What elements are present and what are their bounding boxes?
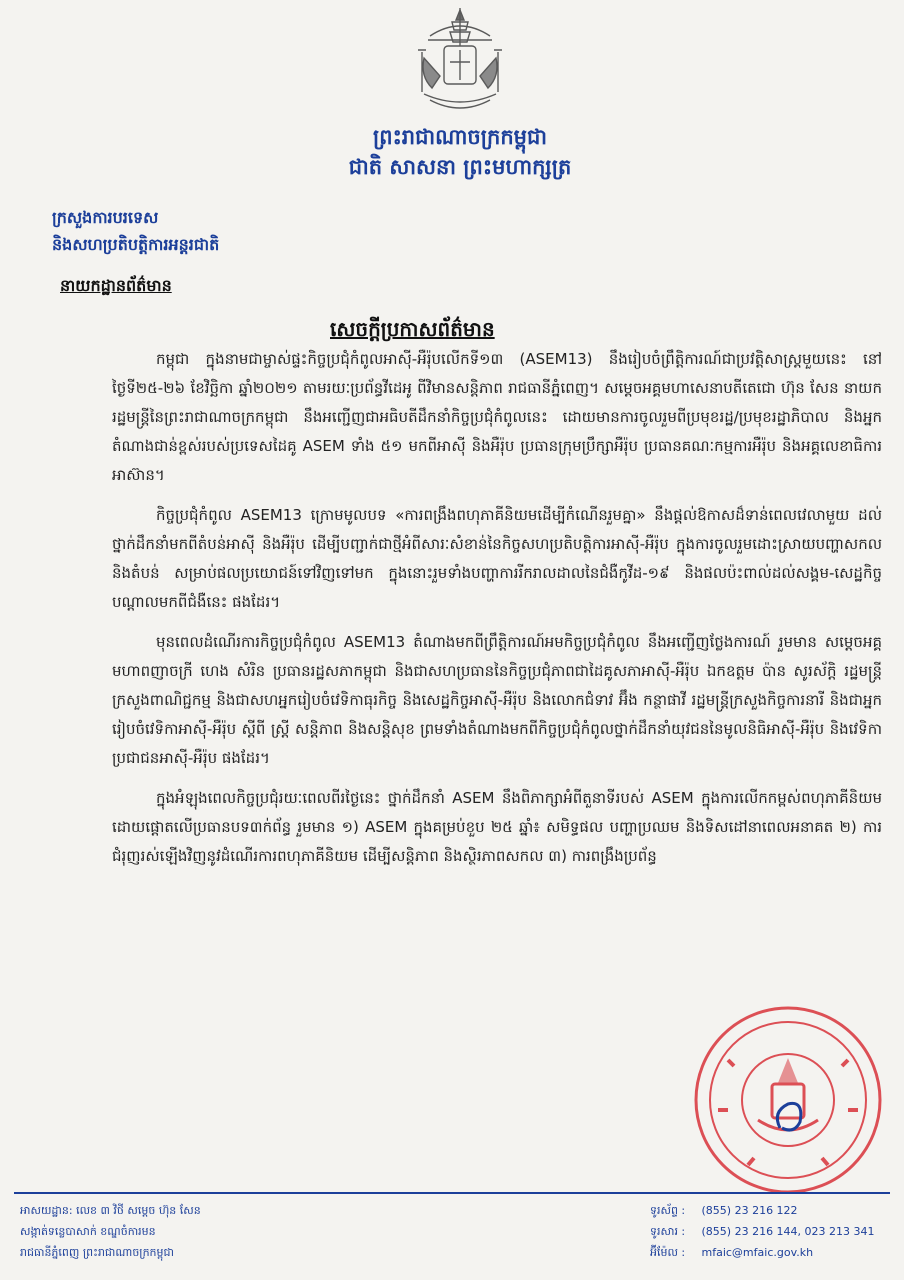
kingdom-heading <box>300 122 620 182</box>
address-line: សង្កាត់ទន្លេបាសាក់ ខណ្ឌចំការមន <box>20 1225 156 1238</box>
body-paragraph: កិច្ចប្រជុំកំពូល ASEM13 ក្រោមមូលបទ «ការពង្រឹងពហុភាគីនិយមដើម្បីកំណើនរួមគ្នា» នឹងផ្តល់ឱកាសដ៏ទាន់ពេលវេលាមួយ ដល់ថ្នាក់ដឹកនាំមកពីតំបន់អាស៊ី និងអឺរ៉ុប ដើម្បីបញ្ជាក់ជាថ្មីអំពីសារៈសំខាន់នៃកិច្ចសហប្រតិបត្តិការអាស៊ី-អឺរ៉ុប ក្នុងការចូលរួមដោះស្រាយបញ្ហាសកល និងតំបន់ សម្រាប់ផលប្រយោជន៍ទៅវិញទៅមក ក្នុងនោះរួមទាំងបញ្ហាការរីករាលដាលនៃជំងឺកូវីដ-១៩ និងផលប៉ះពាល់ដល់សង្គម-សេដ្ឋកិច្ចបណ្តាលមកពីជំងឺនេះ ផងដែរ។ <box>112 506 882 611</box>
phone-row <box>650 1200 875 1221</box>
address-line: រាជធានីភ្នំពេញ ព្រះរាជាណាចក្រកម្ពុជា <box>20 1246 174 1259</box>
footer-contacts <box>650 1200 875 1263</box>
email-label: អ៊ីម៉ែល : <box>650 1246 686 1259</box>
footer-address <box>20 1200 201 1263</box>
fax-value: (855) 23 216 144, 023 213 341 <box>701 1225 875 1238</box>
fax-label: ទូរសារ : <box>650 1225 686 1238</box>
body-paragraph: ក្នុងអំឡុងពេលកិច្ចប្រជុំរយៈពេលពីរថ្ងៃនេះ ថ្នាក់ដឹកនាំ ASEM នឹងពិភាក្សាអំពីតួនាទីរបស់ ASEM ក្នុងការលើកកម្ពស់ពហុភាគីនិយម ដោយផ្តោតលើប្រធានបទ៣ក់ព័ន្ធ រួមមាន ១) ASEM ក្នុងគម្រប់ខួប ២៥ ឆ្នាំ៖ សមិទ្ធផល បញ្ហាប្រឈម និងទិសដៅនាពេលអនាគត ២) ការជំរុញរស់ឡើងវិញនូវដំណើរការពហុភាគីនិយម ដើម្បីសន្តិភាព និងស្ថិរភាពសកល ៣) ការពង្រឹងប្រព័ន្ធ <box>112 789 883 865</box>
ministry-line-1: ក្រសួងការបរទេស <box>52 208 159 227</box>
email-link[interactable]: mfaic@mfaic.gov.kh <box>701 1246 814 1259</box>
fax-row <box>650 1221 875 1242</box>
royal-emblem-icon <box>410 6 510 118</box>
body-paragraph: មុនពេលដំណើរការកិច្ចប្រជុំកំពូល ASEM13 តំណាងមកពីព្រឹត្តិការណ៍អមកិច្ចប្រជុំកំពូល នឹងអញ្ជើញថ្លែងការណ៍ រួមមាន សម្តេចអគ្គមហាពញាចក្រី ហេង សំរិន ប្រធានរដ្ឋសភាកម្ពុជា និងជាសហប្រធាននៃកិច្ចប្រជុំភាពជាដៃគូសភាអាស៊ី-អឺរ៉ុប ឯកឧត្តម ប៉ាន សូរស័ក្តិ រដ្ឋមន្ត្រីក្រសួងពាណិជ្ជកម្ម និងជាសហអ្នករៀបចំវេទិកាធុរកិច្ច និងសេដ្ឋកិច្ចអាស៊ី-អឺរ៉ុប និងលោកជំទាវ អ៊ឹង កន្ថាផាវី រដ្ឋមន្ត្រីក្រសួងកិច្ចការនារី និងជាអ្នករៀបចំវេទិកាអាស៊ី-អឺរ៉ុប ស្តីពី ស្ត្រី សន្តិភាព និងសន្តិសុខ ព្រមទាំងតំណាងមកពីកិច្ចប្រជុំកំពូលថ្នាក់ដឹកនាំយុវជននៃមូលនិធិអាស៊ី-អឺរ៉ុប និងវេទិកាប្រជាជនអាស៊ី-អឺរ៉ុប ផងដែរ។ <box>112 633 882 767</box>
footer-divider <box>14 1192 890 1194</box>
document-title: សេចក្តីប្រកាសព័ត៌មាន <box>330 317 495 341</box>
kingdom-line: ព្រះរាជាណាចក្រកម្ពុជា <box>372 125 547 149</box>
ministry-line-2: និងសហប្រតិបត្តិការអន្តរជាតិ <box>52 235 220 254</box>
phone-label: ទូរស័ព្ទ : <box>650 1204 686 1217</box>
document-body <box>112 345 882 882</box>
email-row[interactable] <box>650 1242 875 1263</box>
motto-line: ជាតិ សាសនា ព្រះមហាក្សត្រ <box>348 155 572 179</box>
phone-value: (855) 23 216 122 <box>701 1204 798 1217</box>
body-paragraph: កម្ពុជា ក្នុងនាមជាម្ចាស់ផ្ទះកិច្ចប្រជុំកំពូលអាស៊ី-អឺរ៉ុបលើកទី១៣ (ASEM13) នឹងរៀបចំព្រឹត្តិការណ៍ជាប្រវត្តិសាស្ត្រមួយនេះ នៅថ្ងៃទី២៥-២៦ ខែវិច្ឆិកា ឆ្នាំ២០២១ តាមរយៈប្រព័ន្ធវីដេអូ ពីវិមានសន្តិភាព រាជធានីភ្នំពេញ។ សម្តេចអគ្គមហាសេនាបតីតេជោ ហ៊ុន សែន នាយករដ្ឋមន្ត្រីនៃព្រះរាជាណាចក្រកម្ពុជា នឹងអញ្ជើញជាអធិបតីដឹកនាំកិច្ចប្រជុំកំពូលនេះ ដោយមានការចូលរួមពីប្រមុខរដ្ឋ/ប្រមុខរដ្ឋាភិបាល និងអ្នកតំណាងជាន់ខ្ពស់របស់ប្រទេសដៃគូ ASEM ទាំង ៥១ មកពីអាស៊ី និងអឺរ៉ុប ប្រធានក្រុមប្រឹក្សាអឺរ៉ុប ប្រធានគណៈកម្មការអឺរ៉ុប និងអគ្គលេខាធិការអាស៊ាន។ <box>112 350 882 484</box>
ministry-heading <box>52 204 219 258</box>
department-heading: នាយកដ្ឋានព័ត៌មាន <box>60 276 172 295</box>
official-stamp-icon <box>688 1000 888 1200</box>
address-line: អាសយដ្ឋាន: លេខ ៣ វិថី សម្តេច ហ៊ុន សែន <box>20 1204 201 1217</box>
